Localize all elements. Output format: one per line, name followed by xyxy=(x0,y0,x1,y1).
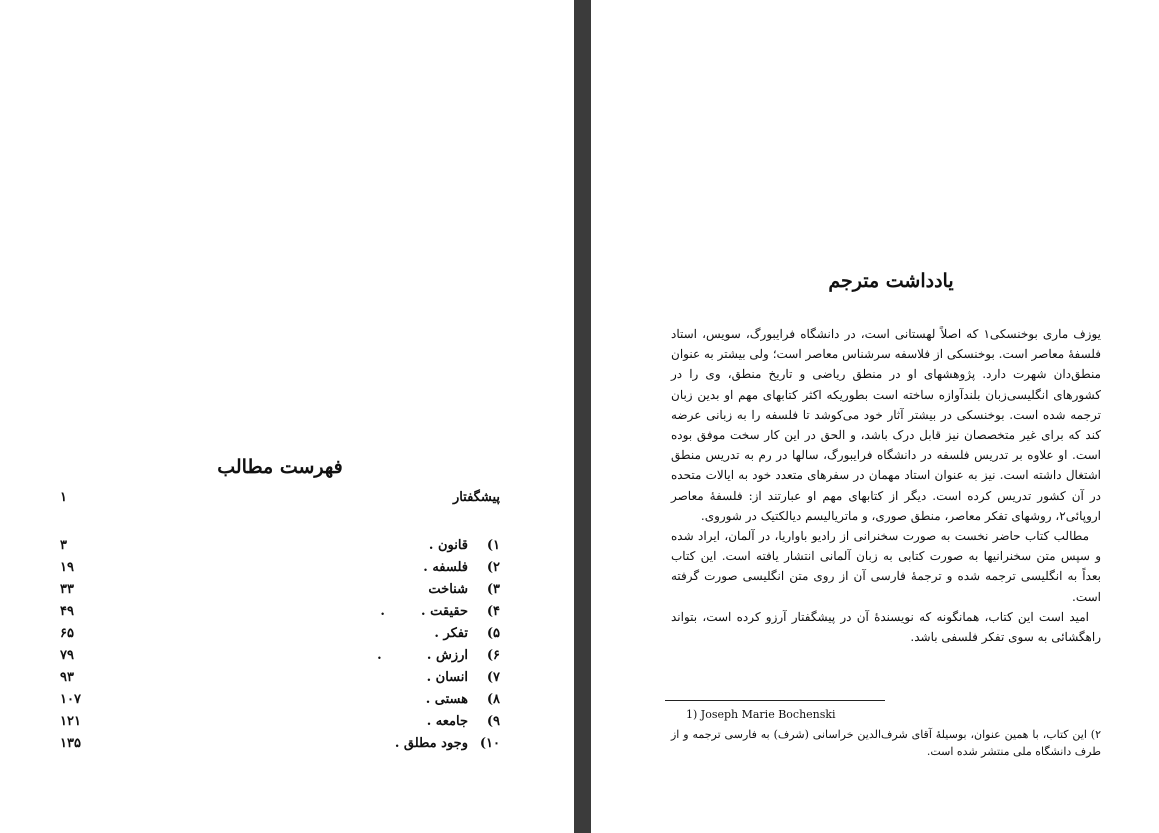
toc-row: ۱) قانون . ۳ xyxy=(60,538,500,553)
toc-chapter-number: ۷) xyxy=(486,670,500,685)
toc-chapter-label: شناخت xyxy=(428,582,468,597)
toc-chapter-number: ۳) xyxy=(486,582,500,597)
toc-chapter-number: ۱۰) xyxy=(479,736,500,751)
toc-chapter-page: ۹۳ xyxy=(60,670,74,685)
toc-row: ۸) هستی . ۱۰۷ xyxy=(60,692,500,707)
toc-chapter-number: ۲) xyxy=(486,560,500,575)
toc-chapter-label: فلسفه xyxy=(432,560,468,575)
left-page xyxy=(0,0,574,833)
toc-chapter-page: ۱۳۵ xyxy=(60,736,81,751)
toc-chapter-number: ۱) xyxy=(486,538,500,553)
toc-row: ۵) تفکر . ۶۵ xyxy=(60,626,500,641)
toc-row-intro xyxy=(60,488,500,510)
book-spine xyxy=(574,0,591,833)
toc-chapter-number: ۹) xyxy=(486,714,500,729)
table-of-contents xyxy=(60,488,500,756)
toc-chapter-label: تفکر xyxy=(443,626,468,641)
toc-chapter-number: ۴) xyxy=(486,604,500,619)
toc-chapter-label: ارزش xyxy=(435,648,468,663)
toc-chapter-page: ۷۹ xyxy=(60,648,74,663)
toc-chapter-page: ۳ xyxy=(60,538,67,553)
toc-chapter-number: ۶) xyxy=(486,648,500,663)
toc-chapter-page: ۱۰۷ xyxy=(60,692,81,707)
toc-row: ۹) جامعه . ۱۲۱ xyxy=(60,714,500,729)
toc-chapter-label: وجود مطلق xyxy=(403,736,468,751)
toc-chapter-label: حقیقت xyxy=(430,604,468,619)
toc-chapter-label: جامعه xyxy=(435,714,468,729)
toc-row: ۶) ارزش . . ۷۹ xyxy=(60,648,500,663)
footnote-1: 1) Joseph Marie Bochenski xyxy=(686,708,836,721)
footnote-2: ۲) این کتاب، با همین عنوان، بوسیلهٔ آقای شرف‌الدین خراسانی (شرف) به فارسی ترجمه و از طرف دانشگاه ملی منتشر شده است. xyxy=(671,728,1101,758)
toc-chapter-page: ۱۹ xyxy=(60,560,74,575)
toc-intro-label: پیشگفتار xyxy=(452,490,500,505)
toc-row xyxy=(60,580,500,602)
toc-row: ۴) حقیقت . . ۴۹ xyxy=(60,604,500,619)
toc-chapter-number: ۵) xyxy=(486,626,500,641)
toc-chapter-number: ۸) xyxy=(486,692,500,707)
toc-chapter-label: هستی xyxy=(434,692,468,707)
note-paragraph: امید است این کتاب، همانگونه که نویسندهٔ آن در پیشگفتار آرزو کرده است، بتواند راهگشائی به سوی تفکر فلسفی باشد. xyxy=(671,609,1101,645)
toc-row: ۷) انسان . ۹۳ xyxy=(60,670,500,685)
note-paragraph: یوزف ماری بوخنسکی۱ که اصلاً لهستانی است، در دانشگاه فرایبورگ، سویس، استاد فلسفهٔ معاصر است. بوخنسکی از فلاسفه سرشناس معاصر است؛ ولی بیشتر به عنوان منطق‌دان شهرت دارد. پژوهشهای او در منطق ریاضی و تاریخ منطق، وی را در کشورهای انگلیسی‌زبان بلندآوازه ساخته است بطوریکه اکثر کتابهای مهم او بدین زبان ترجمه شده است. بوخنسکی در بیشتر آثار خود می‌کوشد تا فلسفه را به زبانی عرضه کند که برای غیر متخصصان نیز قابل درک باشد، و الحق در این کار سخت موفق بوده است. او علاوه بر تدریس فلسفه در دانشگاه فرایبورگ، سالها در رم به تدریس منطق اشتغال داشته است. نیز به عنوان استاد مهمان در سفرهای متعدد خود به ایالات متحده در آن کشور تدریس کرده است. دیگر از کتابهای مهم او عبارتند از: فلسفهٔ معاصر اروپائی۲، روشهای تفکر معاصر، منطق صوری، و ماتریالیسم دیالکتیک در شوروی. xyxy=(671,327,1101,523)
toc-intro-page: ۱ xyxy=(60,490,67,505)
toc-row: ۲) فلسفه . ۱۹ xyxy=(60,560,500,575)
note-title: یادداشت مترجم xyxy=(828,270,954,292)
note-body xyxy=(671,324,1101,647)
note-paragraph: مطالب کتاب حاضر نخست به صورت سخنرانی از رادیو باواریا، در آلمان، ایراد شده و سپس متن سخنرانیها به صورت کتابی به زبان آلمانی انتشار یافته است. این کتاب بعداً به انگلیسی ترجمه شده و ترجمهٔ فارسی آن از روی متن انگلیسی صورت گرفته است. xyxy=(671,529,1101,604)
toc-chapter-label: انسان xyxy=(435,670,468,685)
toc-chapter-page: ۳۳ xyxy=(60,582,74,597)
right-page xyxy=(591,0,1159,833)
toc-chapter-label: قانون xyxy=(437,538,468,553)
toc-chapter-page: ۱۲۱ xyxy=(60,714,81,729)
toc-chapter-page: ۶۵ xyxy=(60,626,74,641)
toc-chapter-page: ۴۹ xyxy=(60,604,74,619)
toc-title: فهرست مطالب xyxy=(217,456,343,478)
toc-row: ۱۰) وجود مطلق . ۱۳۵ xyxy=(60,736,500,751)
footnote-divider xyxy=(665,700,885,701)
